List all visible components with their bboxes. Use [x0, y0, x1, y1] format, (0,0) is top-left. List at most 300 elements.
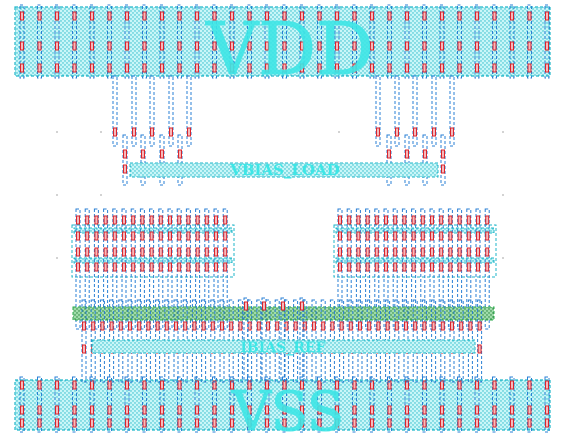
strap-via — [188, 128, 191, 136]
vdd-via — [126, 42, 129, 50]
tail-via — [349, 322, 352, 330]
vdd-via — [108, 42, 111, 50]
load-via — [124, 165, 127, 173]
strap-via — [414, 128, 417, 136]
vss-via — [213, 419, 216, 427]
vss-via — [511, 381, 514, 389]
vdd-via — [73, 64, 76, 72]
strap-via — [151, 128, 154, 136]
mid-via — [486, 232, 489, 240]
vss-via — [371, 406, 374, 414]
tail-via — [230, 322, 233, 330]
tail-via — [432, 322, 435, 330]
mid-via — [196, 216, 199, 224]
vdd-via — [476, 42, 479, 50]
mid-via — [178, 263, 181, 271]
mid-via — [467, 232, 470, 240]
tail-via — [386, 322, 389, 330]
mid-via — [224, 232, 227, 240]
tail-via — [92, 322, 95, 330]
strap-via — [377, 128, 380, 136]
mid-via — [77, 216, 80, 224]
mid-via — [104, 263, 107, 271]
tail-via — [423, 322, 426, 330]
tail-via — [129, 322, 132, 330]
mid-via — [95, 263, 98, 271]
vdd-via — [441, 64, 444, 72]
vdd-via — [56, 42, 59, 50]
vbias-load-label: VBIAS_LOAD — [230, 161, 340, 179]
vdd-via — [126, 64, 129, 72]
mid-via — [95, 248, 98, 256]
mid-via — [178, 248, 181, 256]
mid-via — [150, 248, 153, 256]
vdd-via — [143, 42, 146, 50]
mid-via — [150, 216, 153, 224]
mid-via — [132, 232, 135, 240]
load-via — [124, 150, 127, 158]
strap-via — [433, 128, 436, 136]
mid-via — [205, 248, 208, 256]
vss-via — [353, 419, 356, 427]
tail-via — [377, 322, 380, 330]
mid-via — [95, 232, 98, 240]
mid-via — [412, 263, 415, 271]
vss-via — [423, 419, 426, 427]
vss-via — [38, 381, 41, 389]
vdd-via — [108, 12, 111, 20]
vss-via — [161, 381, 164, 389]
tail-via — [83, 345, 86, 353]
vss-via — [38, 419, 41, 427]
mid-via — [467, 248, 470, 256]
mid-via — [104, 232, 107, 240]
mid-via — [449, 248, 452, 256]
mid-via — [113, 263, 116, 271]
vss-via — [126, 419, 129, 427]
tail-via — [414, 322, 417, 330]
vdd-via — [423, 42, 426, 50]
load-via — [388, 150, 391, 158]
vss-via — [546, 419, 549, 427]
mid-via — [159, 248, 162, 256]
mid-via — [467, 216, 470, 224]
mid-via — [449, 263, 452, 271]
vdd-via — [511, 12, 514, 20]
tail-via — [276, 322, 279, 330]
mid-via — [357, 248, 360, 256]
tail-via — [202, 322, 205, 330]
vdd-via — [126, 12, 129, 20]
mid-via — [440, 263, 443, 271]
mid-via — [477, 232, 480, 240]
vdd-via — [73, 12, 76, 20]
load-via — [442, 165, 445, 173]
mid-via — [458, 232, 461, 240]
tail-via — [257, 322, 260, 330]
vdd-via — [161, 42, 164, 50]
mid-via — [394, 248, 397, 256]
tail-via — [147, 322, 150, 330]
mid-via — [123, 216, 126, 224]
mid-via — [86, 248, 89, 256]
strap-via — [451, 128, 454, 136]
vdd-via — [493, 12, 496, 20]
vss-via — [441, 419, 444, 427]
vdd-via — [73, 42, 76, 50]
mid-via — [394, 216, 397, 224]
tail-via — [156, 322, 159, 330]
vdd-via — [21, 12, 24, 20]
load-via — [179, 150, 182, 158]
mid-via — [412, 248, 415, 256]
vdd-via — [143, 12, 146, 20]
vss-via — [441, 406, 444, 414]
mid-via — [385, 216, 388, 224]
vss-via — [108, 419, 111, 427]
mid-via — [215, 216, 218, 224]
mid-via — [348, 263, 351, 271]
mid-via — [196, 248, 199, 256]
tail-via — [478, 345, 481, 353]
vss-via — [528, 419, 531, 427]
mid-via — [86, 232, 89, 240]
mid-via — [431, 232, 434, 240]
tail-via — [322, 322, 325, 330]
mid-via — [440, 232, 443, 240]
load-finger — [441, 135, 445, 185]
vss-via — [546, 381, 549, 389]
tail-via — [331, 322, 334, 330]
vss-via — [493, 406, 496, 414]
vss-via — [126, 406, 129, 414]
vss-via — [196, 406, 199, 414]
mid-via — [449, 232, 452, 240]
mid-via — [357, 232, 360, 240]
vdd-via — [511, 64, 514, 72]
mid-via — [169, 248, 172, 256]
vss-via — [511, 419, 514, 427]
tail-via — [395, 322, 398, 330]
mid-via — [77, 248, 80, 256]
mid-via — [366, 216, 369, 224]
vdd-via — [493, 64, 496, 72]
tail-via — [221, 322, 224, 330]
mid-via — [113, 248, 116, 256]
vdd-via — [441, 12, 444, 20]
vss-via — [161, 406, 164, 414]
tail-via — [245, 302, 248, 310]
vss-via — [108, 381, 111, 389]
mid-via — [104, 216, 107, 224]
vss-via — [476, 406, 479, 414]
vss-via — [21, 419, 24, 427]
vdd-via — [528, 64, 531, 72]
mid-via — [357, 263, 360, 271]
mid-via — [178, 216, 181, 224]
mid-via — [123, 248, 126, 256]
vss-via — [388, 419, 391, 427]
vss-via — [458, 381, 461, 389]
mid-via — [205, 263, 208, 271]
mid-via — [403, 232, 406, 240]
mid-via — [394, 232, 397, 240]
mid-via — [486, 216, 489, 224]
mid-via — [224, 263, 227, 271]
tail-via — [294, 322, 297, 330]
mid-via — [477, 263, 480, 271]
vss-via — [406, 419, 409, 427]
vdd-via — [178, 12, 181, 20]
vdd-via — [108, 64, 111, 72]
tail-via — [451, 322, 454, 330]
mid-via — [421, 263, 424, 271]
vdd-via — [528, 42, 531, 50]
vdd-via — [178, 42, 181, 50]
vss-via — [353, 406, 356, 414]
vdd-via — [476, 64, 479, 72]
tail-via — [165, 322, 168, 330]
vss-via — [546, 406, 549, 414]
mid-via — [169, 232, 172, 240]
vss-via — [143, 406, 146, 414]
vss-via — [56, 419, 59, 427]
vdd-via — [38, 64, 41, 72]
vdd-via — [56, 64, 59, 72]
vss-via — [91, 406, 94, 414]
mid-via — [403, 248, 406, 256]
mid-via — [169, 216, 172, 224]
mid-via — [169, 263, 172, 271]
vdd-via — [388, 12, 391, 20]
mid-via — [366, 232, 369, 240]
mid-via — [458, 248, 461, 256]
mid-via — [95, 216, 98, 224]
mid-via — [205, 232, 208, 240]
vdd-via — [406, 64, 409, 72]
mid-via — [348, 232, 351, 240]
mid-via — [412, 216, 415, 224]
vss-via — [91, 381, 94, 389]
mid-via — [104, 248, 107, 256]
tail-via — [469, 322, 472, 330]
vdd-via — [458, 42, 461, 50]
mid-via — [431, 216, 434, 224]
vdd-via — [546, 42, 549, 50]
vss-via — [38, 406, 41, 414]
mid-via — [215, 232, 218, 240]
load-via — [161, 150, 164, 158]
vdd-via — [196, 64, 199, 72]
mid-via — [385, 248, 388, 256]
tail-via — [340, 322, 343, 330]
mid-via — [187, 248, 190, 256]
vss-via — [528, 406, 531, 414]
vss-via — [528, 381, 531, 389]
load-finger — [123, 135, 127, 185]
vss-via — [178, 406, 181, 414]
vdd-label: VDD — [206, 7, 374, 91]
mid-via — [159, 263, 162, 271]
tail-via — [441, 322, 444, 330]
vdd-via — [406, 42, 409, 50]
mid-via — [467, 263, 470, 271]
vss-via — [406, 406, 409, 414]
mid-via — [77, 232, 80, 240]
vss-via — [178, 419, 181, 427]
mid-via — [339, 216, 342, 224]
mid-via — [385, 263, 388, 271]
mid-via — [458, 263, 461, 271]
mid-via — [224, 248, 227, 256]
vss-via — [91, 419, 94, 427]
vss-via — [56, 406, 59, 414]
vdd-via — [161, 12, 164, 20]
mid-via — [159, 232, 162, 240]
tail-via — [211, 322, 214, 330]
vdd-via — [56, 12, 59, 20]
mid-via — [150, 232, 153, 240]
mid-via — [403, 263, 406, 271]
mid-via — [187, 232, 190, 240]
vdd-via — [458, 12, 461, 20]
mid-via — [486, 248, 489, 256]
mid-via — [159, 216, 162, 224]
strap-via — [133, 128, 136, 136]
vss-via — [476, 381, 479, 389]
mid-via — [187, 263, 190, 271]
vss-via — [458, 406, 461, 414]
mid-via — [348, 216, 351, 224]
vss-via — [371, 419, 374, 427]
mid-via — [141, 263, 144, 271]
tail-via — [405, 322, 408, 330]
mid-via — [123, 232, 126, 240]
tail-via — [101, 322, 104, 330]
mid-via — [477, 216, 480, 224]
tail-via — [248, 322, 251, 330]
mid-via — [123, 263, 126, 271]
vss-via — [56, 381, 59, 389]
tail-via — [368, 322, 371, 330]
mid-via — [187, 216, 190, 224]
mid-via — [421, 232, 424, 240]
vdd-via — [91, 64, 94, 72]
bias-net-label: IBIAS_REF — [240, 340, 326, 356]
mid-via — [215, 248, 218, 256]
mid-via — [431, 248, 434, 256]
mid-via — [375, 232, 378, 240]
mid-via — [113, 216, 116, 224]
mid-via — [196, 263, 199, 271]
mid-via — [339, 248, 342, 256]
vss-via — [476, 419, 479, 427]
tail-via — [138, 322, 141, 330]
mid-via — [431, 263, 434, 271]
strap-via — [396, 128, 399, 136]
vdd-via — [91, 12, 94, 20]
vdd-via — [21, 64, 24, 72]
mid-via — [375, 216, 378, 224]
mid-via — [86, 263, 89, 271]
vdd-via — [143, 64, 146, 72]
mid-via — [440, 248, 443, 256]
mid-via — [113, 232, 116, 240]
tail-via — [478, 322, 481, 330]
mid-via — [339, 232, 342, 240]
vdd-via — [423, 12, 426, 20]
vdd-via — [441, 42, 444, 50]
tail-via — [239, 322, 242, 330]
vss-via — [388, 406, 391, 414]
vdd-via — [21, 42, 24, 50]
mid-via — [412, 232, 415, 240]
vdd-via — [91, 42, 94, 50]
tail-via — [263, 302, 266, 310]
mid-via — [394, 263, 397, 271]
vss-via — [21, 381, 24, 389]
vdd-via — [476, 12, 479, 20]
tail-via — [282, 302, 285, 310]
mid-via — [141, 216, 144, 224]
vdd-via — [196, 12, 199, 20]
mid-via — [339, 263, 342, 271]
vss-via — [423, 406, 426, 414]
vdd-via — [38, 42, 41, 50]
mid-via — [477, 248, 480, 256]
mid-via — [357, 216, 360, 224]
mid-via — [440, 216, 443, 224]
strap-via — [170, 128, 173, 136]
vdd-via — [178, 64, 181, 72]
vdd-via — [546, 12, 549, 20]
tail-via — [267, 322, 270, 330]
vss-via — [21, 406, 24, 414]
vss-via — [73, 419, 76, 427]
vdd-via — [528, 12, 531, 20]
mid-via — [215, 263, 218, 271]
mid-via — [375, 248, 378, 256]
vss-via — [196, 419, 199, 427]
vdd-via — [388, 64, 391, 72]
load-via — [442, 150, 445, 158]
mid-via — [132, 263, 135, 271]
vdd-via — [161, 64, 164, 72]
mid-via — [86, 216, 89, 224]
vdd-via — [546, 64, 549, 72]
tail-via — [313, 322, 316, 330]
mid-via — [141, 232, 144, 240]
mid-via — [348, 248, 351, 256]
vdd-via — [388, 42, 391, 50]
mid-via — [196, 232, 199, 240]
tail-via — [301, 302, 304, 310]
mid-via — [132, 248, 135, 256]
tail-via — [359, 322, 362, 330]
vdd-via — [406, 12, 409, 20]
mid-via — [385, 232, 388, 240]
tail-via — [175, 322, 178, 330]
vss-via — [126, 381, 129, 389]
tail-via — [460, 322, 463, 330]
vdd-via — [458, 64, 461, 72]
tail-via — [119, 322, 122, 330]
vss-via — [493, 419, 496, 427]
mid-via — [403, 216, 406, 224]
vss-via — [493, 381, 496, 389]
mid-via — [150, 263, 153, 271]
mid-via — [77, 263, 80, 271]
